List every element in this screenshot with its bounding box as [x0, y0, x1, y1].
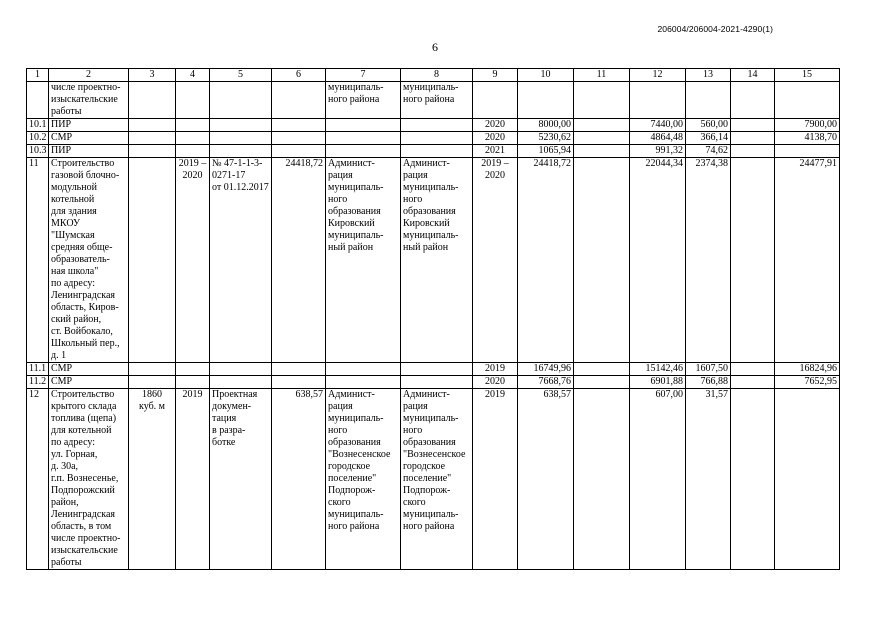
table-cell: 638,57	[518, 389, 574, 570]
column-number-row	[27, 69, 840, 82]
table-cell: 10.1	[27, 119, 49, 132]
table-cell: 991,32	[630, 145, 686, 158]
table-cell	[401, 376, 473, 389]
table-cell	[272, 132, 326, 145]
table-cell: 2019 – 2020	[473, 158, 518, 363]
table-cell	[518, 82, 574, 119]
table-cell	[210, 145, 272, 158]
table-cell	[129, 119, 176, 132]
table-cell	[401, 363, 473, 376]
table-cell: Админист- рация муниципаль- ного образования Кировский муниципаль- ный район	[401, 158, 473, 363]
table-row	[27, 145, 840, 158]
table-cell	[210, 363, 272, 376]
table-cell	[775, 389, 840, 570]
table-row	[27, 82, 840, 119]
table-cell: ПИР	[49, 145, 129, 158]
column-number: 14	[731, 69, 775, 82]
table-cell: 766,88	[686, 376, 731, 389]
table-cell	[129, 363, 176, 376]
table-row	[27, 389, 840, 570]
table-cell	[731, 389, 775, 570]
table-cell	[129, 82, 176, 119]
table-cell: ПИР	[49, 119, 129, 132]
table-cell	[686, 82, 731, 119]
column-number: 4	[176, 69, 210, 82]
table-cell: 10.3	[27, 145, 49, 158]
table-cell	[176, 363, 210, 376]
table-cell	[731, 376, 775, 389]
table-cell: 11	[27, 158, 49, 363]
table-cell: числе проектно- изыскательские работы	[49, 82, 129, 119]
table-cell: 24418,72	[518, 158, 574, 363]
table-cell	[176, 376, 210, 389]
table-cell: 2020	[473, 119, 518, 132]
column-number: 7	[326, 69, 401, 82]
table-cell: 2019	[473, 363, 518, 376]
table-cell	[731, 82, 775, 119]
table-cell: 8000,00	[518, 119, 574, 132]
table-cell: 15142,46	[630, 363, 686, 376]
table-cell: 366,14	[686, 132, 731, 145]
table-cell: 2021	[473, 145, 518, 158]
table-cell: Админист- рация муниципаль- ного образования "Вознесенское городское поселение" Подпорож- ского муниципаль- ного района	[326, 389, 401, 570]
table-cell	[731, 158, 775, 363]
column-number: 2	[49, 69, 129, 82]
table-cell	[210, 82, 272, 119]
table-row	[27, 158, 840, 363]
table-cell	[326, 132, 401, 145]
table-cell: 24418,72	[272, 158, 326, 363]
table-cell	[574, 145, 630, 158]
table-cell	[272, 376, 326, 389]
table-cell: Строительство газовой блочно- модульной котельной для здания МКОУ "Шумская средняя обще- образователь- ная школа" по адресу: Ленинградская область, Киров- ский район, ст. Войбокало, Школьный пер., д. 1	[49, 158, 129, 363]
table-row	[27, 376, 840, 389]
table-cell	[731, 145, 775, 158]
table-cell	[401, 145, 473, 158]
table-cell: 16749,96	[518, 363, 574, 376]
table-cell: 4138,70	[775, 132, 840, 145]
table-cell: 11.1	[27, 363, 49, 376]
table-cell: 2020	[473, 376, 518, 389]
column-number: 12	[630, 69, 686, 82]
table-cell: 2019 – 2020	[176, 158, 210, 363]
table-cell	[129, 132, 176, 145]
table-cell: 2019	[473, 389, 518, 570]
table-cell: СМР	[49, 363, 129, 376]
table-cell: 638,57	[272, 389, 326, 570]
table-cell: 5230,62	[518, 132, 574, 145]
table-cell	[574, 132, 630, 145]
table-cell: 2374,38	[686, 158, 731, 363]
table-cell: 7652,95	[775, 376, 840, 389]
table-cell	[731, 119, 775, 132]
table-row	[27, 363, 840, 376]
column-number: 6	[272, 69, 326, 82]
table-cell: 2019	[176, 389, 210, 570]
table-cell	[473, 82, 518, 119]
table-cell: 7900,00	[775, 119, 840, 132]
table-cell: 1860 куб. м	[129, 389, 176, 570]
table-cell: СМР	[49, 376, 129, 389]
table-cell	[574, 82, 630, 119]
table-cell	[574, 158, 630, 363]
table-cell: 2020	[473, 132, 518, 145]
table-cell: Проектная докумен- тация в разра- ботке	[210, 389, 272, 570]
column-number: 8	[401, 69, 473, 82]
table-cell	[272, 82, 326, 119]
table-cell	[731, 132, 775, 145]
page-number: 6	[432, 40, 438, 54]
table-cell	[401, 132, 473, 145]
table-cell	[775, 82, 840, 119]
table-cell	[129, 158, 176, 363]
column-number: 9	[473, 69, 518, 82]
document-id: 206004/206004-2021-4290(1)	[657, 24, 773, 34]
table-row	[27, 119, 840, 132]
table-cell	[272, 363, 326, 376]
column-number: 11	[574, 69, 630, 82]
table-cell: муниципаль- ного района	[401, 82, 473, 119]
table-cell: 560,00	[686, 119, 731, 132]
table-cell: Админист- рация муниципаль- ного образования "Вознесенское городское поселение" Подпорож- ского муниципаль- ного района	[401, 389, 473, 570]
table-cell: 22044,34	[630, 158, 686, 363]
table-cell	[401, 119, 473, 132]
column-number: 3	[129, 69, 176, 82]
table-cell	[775, 145, 840, 158]
table-cell	[129, 376, 176, 389]
table-cell: 11.2	[27, 376, 49, 389]
table-cell: 1607,50	[686, 363, 731, 376]
table-cell	[326, 363, 401, 376]
table-cell: 607,00	[630, 389, 686, 570]
table-cell: 12	[27, 389, 49, 570]
table-cell: № 47-1-1-3- 0271-17 от 01.12.2017	[210, 158, 272, 363]
table-cell: 7440,00	[630, 119, 686, 132]
table-cell: 1065,94	[518, 145, 574, 158]
table-cell: 24477,91	[775, 158, 840, 363]
table-cell: 74,62	[686, 145, 731, 158]
table-cell	[27, 82, 49, 119]
table-cell: Строительство крытого склада топлива (щепа) для котельной по адресу: ул. Горная, д. 30а, г.п. Вознесенье, Подпорожский район, Ленинградская область, в том числе проектно- изыскательские работы	[49, 389, 129, 570]
table-cell	[630, 82, 686, 119]
table-cell: 4864,48	[630, 132, 686, 145]
table-cell	[176, 145, 210, 158]
table-cell	[574, 376, 630, 389]
table-cell: 10.2	[27, 132, 49, 145]
table-cell	[129, 145, 176, 158]
table-cell: 31,57	[686, 389, 731, 570]
table-cell	[210, 132, 272, 145]
table-cell	[574, 363, 630, 376]
table-cell	[574, 389, 630, 570]
table-cell: СМР	[49, 132, 129, 145]
table-cell	[176, 82, 210, 119]
column-number: 13	[686, 69, 731, 82]
column-number: 15	[775, 69, 840, 82]
table-row	[27, 132, 840, 145]
table-cell	[272, 145, 326, 158]
column-number: 10	[518, 69, 574, 82]
table-cell	[210, 376, 272, 389]
table-cell	[326, 145, 401, 158]
table-cell	[272, 119, 326, 132]
column-number: 1	[27, 69, 49, 82]
table-cell	[176, 119, 210, 132]
table-cell	[574, 119, 630, 132]
table-cell: 6901,88	[630, 376, 686, 389]
data-table	[26, 68, 840, 570]
table-cell	[326, 376, 401, 389]
table-cell	[326, 119, 401, 132]
column-number: 5	[210, 69, 272, 82]
table-cell: 7668,76	[518, 376, 574, 389]
table-cell	[176, 132, 210, 145]
table-cell	[210, 119, 272, 132]
table-cell	[731, 363, 775, 376]
table-cell: Админист- рация муниципаль- ного образования Кировский муниципаль- ный район	[326, 158, 401, 363]
table-cell: 16824,96	[775, 363, 840, 376]
table-cell: муниципаль- ного района	[326, 82, 401, 119]
